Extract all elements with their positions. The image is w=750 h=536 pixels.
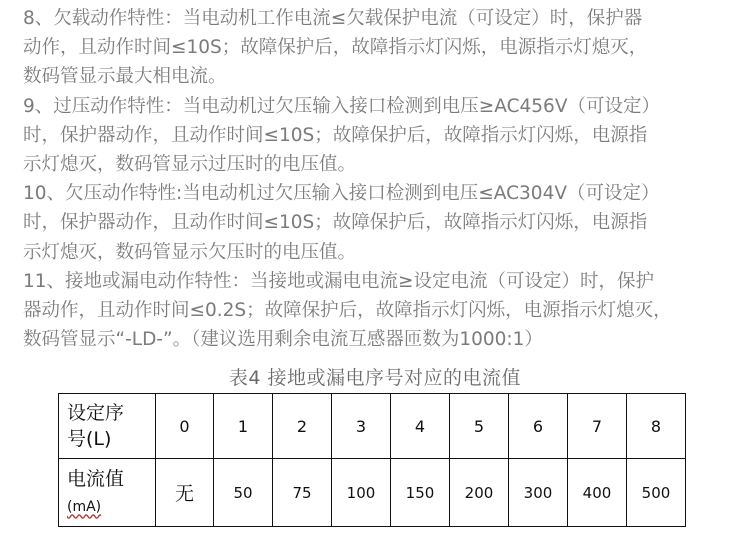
- row-header-current-unit: (mA): [67, 498, 102, 515]
- setting-cell: 3: [332, 394, 391, 459]
- row-header-setting-line1: 设定序: [67, 402, 125, 424]
- setting-cell: 1: [214, 394, 273, 459]
- setting-cell: 6: [509, 394, 568, 459]
- paragraph-underload: 8、欠载动作特性：当电动机工作电流≤欠载保护电流（可设定）时，保护器 动作，且动作时间≤10S；故障保护后，故障指示灯闪烁，电源指示灯熄灭， 数码管显示最大相电流。: [23, 8, 648, 88]
- table-title: 表4 接地或漏电序号对应的电流值: [228, 367, 522, 389]
- table-row-setting: [59, 394, 686, 459]
- current-cell: 无: [156, 459, 214, 527]
- setting-cell: 2: [273, 394, 332, 459]
- current-cell: 300: [509, 459, 568, 527]
- current-cell: 500: [627, 459, 686, 527]
- paragraph-leakage: 11、接地或漏电动作特性：当接地或漏电电流≥设定电流（可设定）时，保护 器动作，且动作时间≤0.2S；故障保护后，故障指示灯闪烁，电源指示灯熄灭， 数码管显示“-LD-”。（建议选用剩余电流互感器匝数为1000:1）: [23, 270, 672, 351]
- setting-cell: 5: [450, 394, 509, 459]
- current-cell: 400: [568, 459, 627, 527]
- setting-cell: 4: [391, 394, 450, 459]
- current-cell: 200: [450, 459, 509, 527]
- document-body: [23, 4, 747, 354]
- table-row-current: [59, 459, 686, 527]
- row-header-current-label: 电流值: [67, 467, 125, 490]
- row-header-setting: [59, 394, 156, 459]
- leakage-current-table: [58, 393, 686, 527]
- row-header-setting-line2: 号(L): [67, 428, 112, 450]
- current-cell: 75: [273, 459, 332, 527]
- current-cell: 100: [332, 459, 391, 527]
- paragraph-undervoltage: 10、欠压动作特性:当电动机过欠压输入接口检测到电压≤AC304V（可设定） 时，保护器动作，且动作时间≤10S；故障保护后，故障指示灯闪烁，电源指 示灯熄灭，数码管显示欠压时的电压值。: [23, 183, 660, 263]
- current-cell: 50: [214, 459, 273, 527]
- setting-cell: 8: [627, 394, 686, 459]
- current-cell: 150: [391, 459, 450, 527]
- row-header-current: [59, 459, 156, 527]
- paragraph-overvoltage: 9、过压动作特性：当电动机过欠压输入接口检测到电压≥AC456V（可设定） 时，保护器动作，且动作时间≤10S；故障保护后，故障指示灯闪烁，电源指 示灯熄灭，数码管显示过压时的电压值。: [23, 95, 660, 176]
- setting-cell: 7: [568, 394, 627, 459]
- setting-cell: 0: [156, 394, 214, 459]
